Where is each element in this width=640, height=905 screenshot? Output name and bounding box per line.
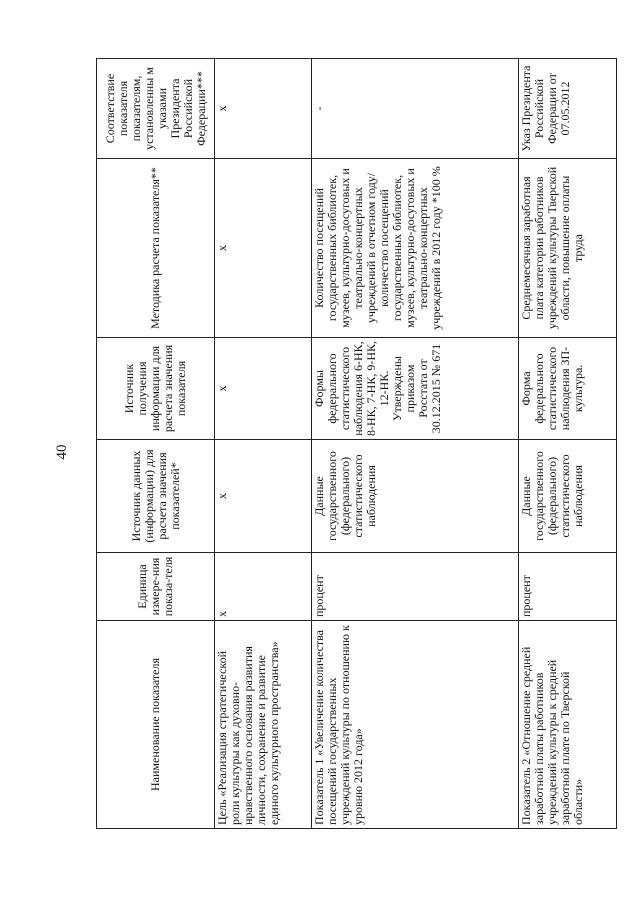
cell-unit: процент [312,553,519,621]
header-method: Методика расчета показателя** [97,159,215,338]
header-indicator-name: Наименование показателя [97,621,215,829]
indicator-table-container [96,59,616,829]
cell-info-source: Формы федерального статистического наблюдения 6-НК, 8-НК, 7-НК, 9-НК, 12-НК. Утверждены приказом Росстата от 30.12.2015 № 671 [312,338,519,440]
cell-compliance: - [312,59,519,159]
cell-method: Среднемесячная заработная плата категории работников учреждений культуры Тверской области, повышение оплаты труда [519,159,617,338]
cell-compliance: Указ Президента Российской Федерации от 07.05.2012 [519,59,617,159]
cell-data-source: Данные государственного (федерального) статистического наблюдения [312,440,519,553]
cell-unit: процент [519,553,617,621]
header-data-source: Источник данных (информации) для расчета значения показателей* [97,440,215,553]
header-info-source: Источник получения информации для расчета значения показателя [97,338,215,440]
cell-name: Показатель 2 «Отношение средней заработной платы работников учреждений культуры к средней заработной плате по Тверской области» [519,621,617,829]
cell-info-source: Форма федерального статистического наблюдения ЗП-культура. [519,338,617,440]
table-row [312,59,519,829]
page-number: 40 [54,444,70,460]
cell-compliance: х [215,59,312,159]
cell-method: Количество посещений государственных библиотек, музеев, культурно-досуговых и театрально-концертных учреждений в отчетном году/ количество посещений государственных библиотек, музеев, культурно-досуговых и театрально-концертных учреждений в 2012 году *100 % [312,159,519,338]
cell-data-source: х [215,440,312,553]
indicator-table [96,58,617,829]
cell-name: Цель «Реализация стратегической роли культуры как духовно-нравственного основания развития личности, сохранение и развитие единого культурного пространства» [215,621,312,829]
cell-data-source: Данные государственного (федерального) статистического наблюдения [519,440,617,553]
cell-name: Показатель 1 «Увеличение количества посещений государственных учреждений культуры по отношению к уровню 2012 года» [312,621,519,829]
cell-info-source: х [215,338,312,440]
cell-unit: х [215,553,312,621]
header-unit: Единица измере-ния показа-теля [97,553,215,621]
table-row [519,59,617,829]
table-header-row [97,59,215,829]
cell-method: х [215,159,312,338]
header-compliance: Соответствие показателя показателям, установленны м указами Президента Российской Федерации*** [97,59,215,159]
table-row [215,59,312,829]
